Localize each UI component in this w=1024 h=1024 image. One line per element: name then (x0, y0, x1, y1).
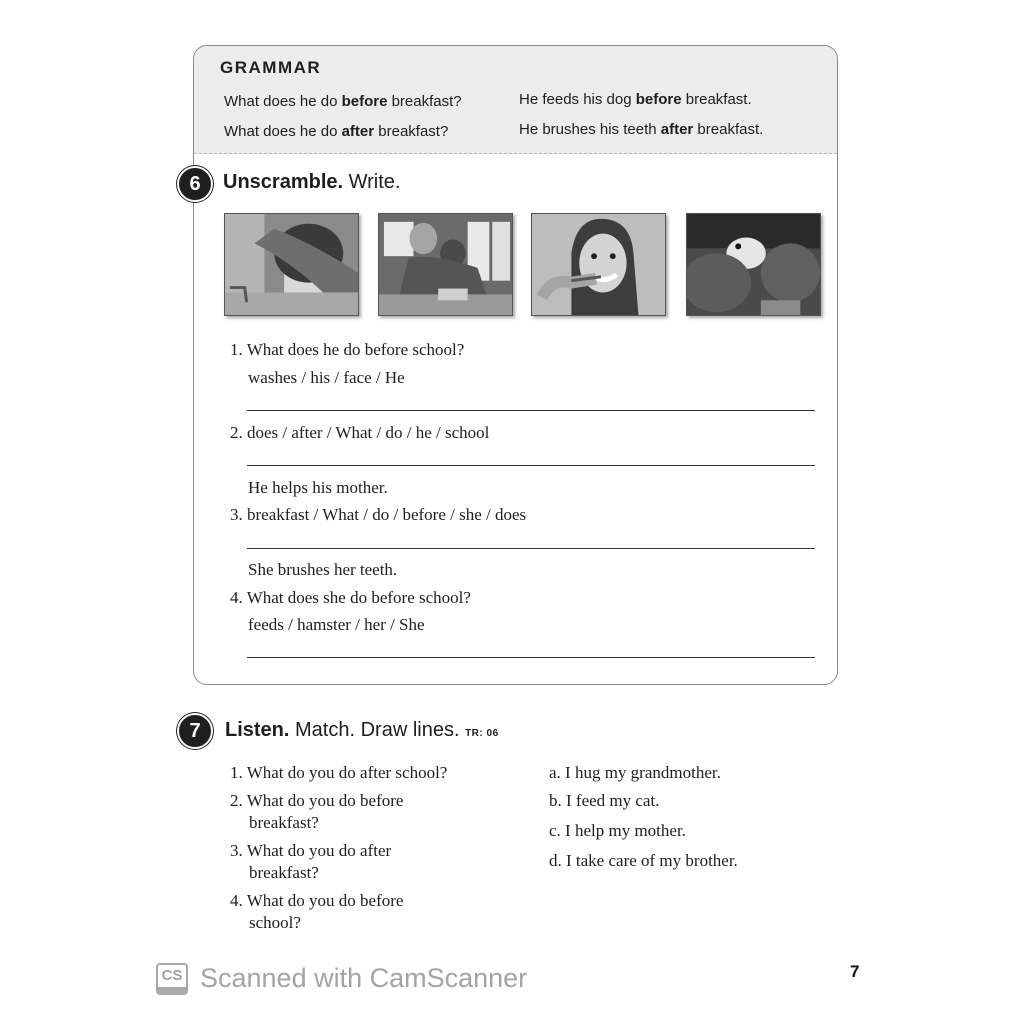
ex7-answer-b[interactable]: b. I feed my cat. (549, 791, 660, 810)
ex7-question-4-cont: school? (249, 913, 301, 932)
exercise-6-title: Unscramble. Write. (223, 171, 401, 193)
ex7-question-3[interactable]: 3. What do you do after (230, 841, 392, 860)
hands-holding-hamster-photo (686, 213, 821, 316)
ex7-question-3-cont: breakfast? (249, 863, 319, 882)
boy-washing-face-photo (224, 213, 359, 316)
ex6-item-4-question: 4. What does she do before school? (230, 588, 471, 607)
grammar-answer-1: He feeds his dog before breakfast. (519, 91, 752, 108)
ex6-item-1-question: 1. What does he do before school? (230, 340, 465, 359)
ex6-item-2-scrambled: 2. does / after / What / do / he / school (230, 423, 490, 442)
ex7-answer-a[interactable]: a. I hug my grandmother. (549, 763, 721, 782)
ex6-item-2-answer: He helps his mother. (248, 478, 388, 497)
grammar-question-1: What does he do before breakfast? (224, 93, 462, 110)
ex6-item-2-answer-line[interactable] (247, 465, 815, 466)
ex7-answer-d[interactable]: d. I take care of my brother. (549, 851, 738, 870)
ex7-question-4[interactable]: 4. What do you do before (230, 891, 404, 910)
camscanner-watermark: Scanned with CamScanner (200, 963, 528, 993)
ex6-item-4-answer-line[interactable] (247, 657, 815, 658)
track-number: TR: 06 (465, 728, 499, 739)
exercise-7-title: Listen. Match. Draw lines. TR: 06 (225, 719, 499, 741)
ex7-answer-c[interactable]: c. I help my mother. (549, 821, 686, 840)
ex6-item-1-scrambled: washes / his / face / He (248, 368, 405, 387)
exercise-6-number-badge: 6 (177, 166, 213, 202)
ex7-question-2-cont: breakfast? (249, 813, 319, 832)
camscanner-logo-icon: CS (156, 963, 188, 995)
ex6-item-4-scrambled: feeds / hamster / her / She (248, 615, 425, 634)
ex7-question-1[interactable]: 1. What do you do after school? (230, 763, 448, 782)
grammar-title: GRAMMAR (220, 58, 322, 77)
girl-brushing-teeth-photo (531, 213, 666, 316)
grammar-answer-2: He brushes his teeth after breakfast. (519, 121, 764, 138)
ex6-item-3-scrambled: 3. breakfast / What / do / before / she / does (230, 505, 527, 524)
ex6-item-3-answer: She brushes her teeth. (248, 560, 398, 579)
page-number: 7 (850, 962, 860, 981)
grammar-box (194, 46, 837, 154)
boy-helping-mother-cooking-photo (378, 213, 513, 316)
ex6-item-3-answer-line[interactable] (247, 548, 815, 549)
ex6-item-1-answer-line[interactable] (247, 410, 815, 411)
ex7-question-2[interactable]: 2. What do you do before (230, 791, 404, 810)
exercise-7-number-badge: 7 (177, 713, 213, 749)
grammar-question-2: What does he do after breakfast? (224, 123, 449, 140)
